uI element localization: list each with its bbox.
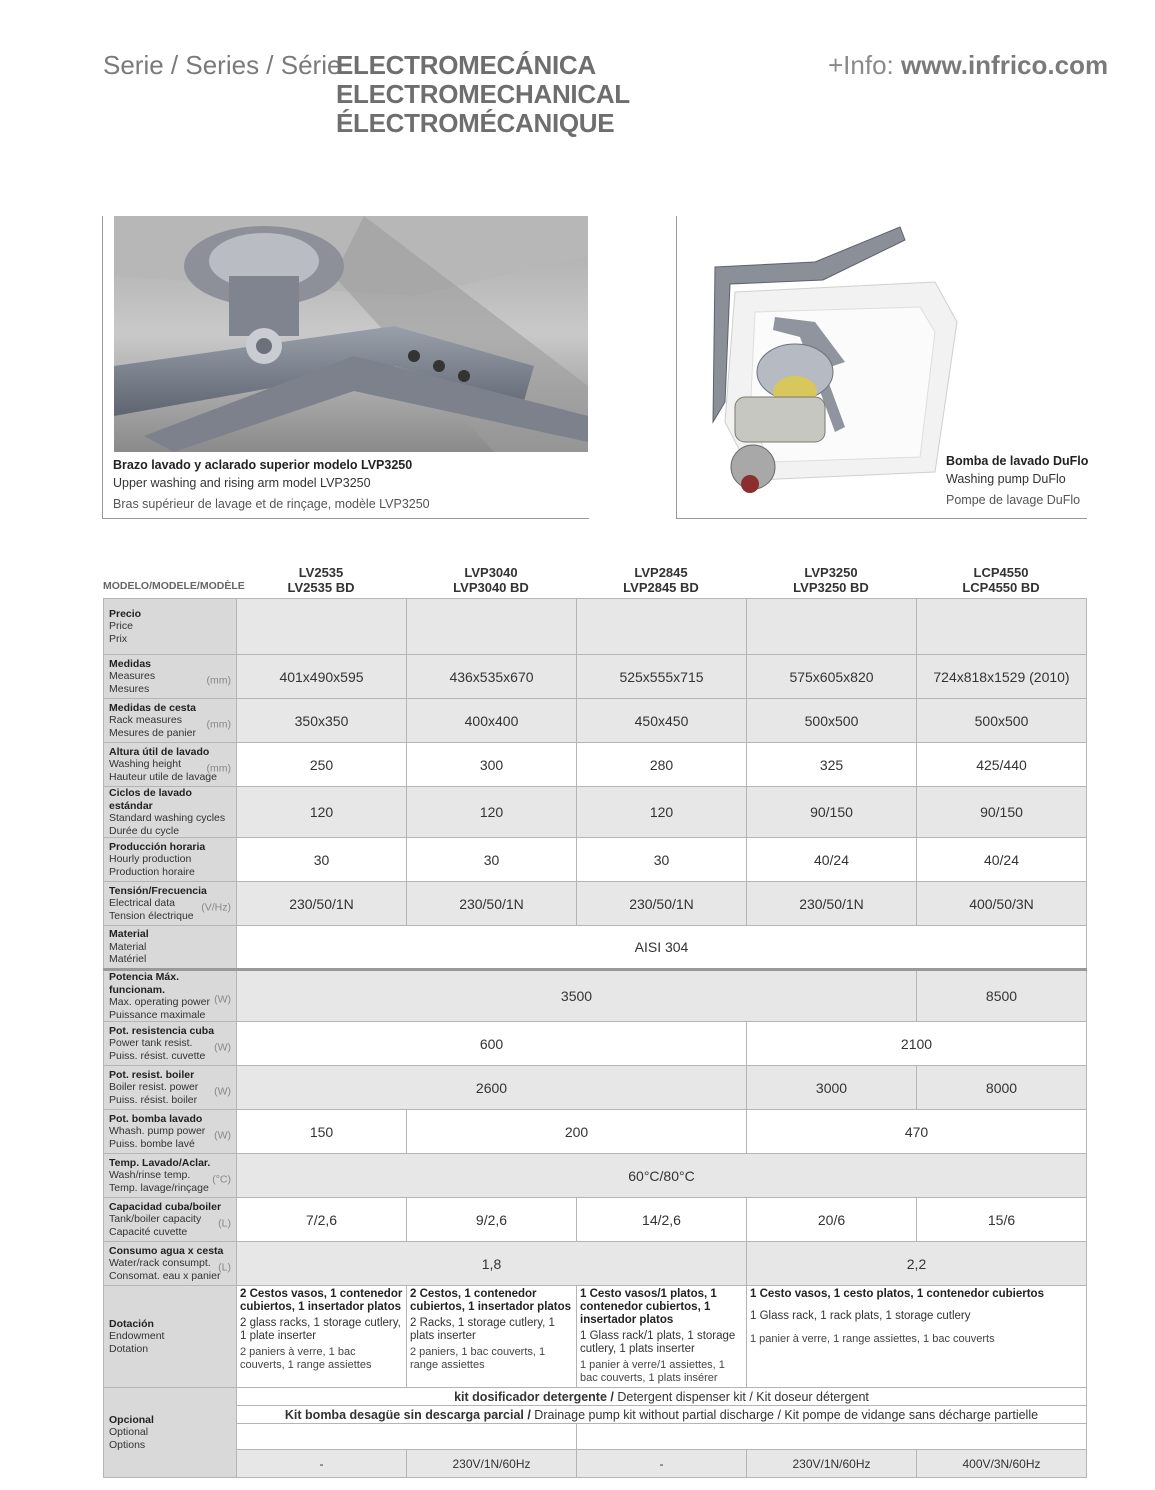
cell-value: 150	[237, 1110, 407, 1154]
row-optional-kit-2	[104, 1406, 1087, 1424]
row-label: Potencia Máx. funcionam. Max. operating power Puissance maximale (W)	[104, 970, 237, 1022]
cell-value: 30	[237, 838, 407, 882]
cell-value: 400/50/3N	[917, 882, 1087, 926]
washing-pump-illustration	[695, 222, 965, 500]
row-endowment	[104, 1286, 1087, 1388]
row-price	[104, 599, 1087, 655]
row-label: Pot. bomba lavado Whash. pump power Puiss. bombe lavé (W)	[104, 1110, 237, 1154]
cell-value: -	[577, 1450, 747, 1478]
cell-value: 470	[747, 1110, 1087, 1154]
cell-value: 200	[407, 1110, 747, 1154]
cell-value: 120	[407, 787, 577, 838]
cell-value: 500x500	[917, 699, 1087, 743]
endowment-cell: 1 Cesto vasos, 1 cesto platos, 1 contenedor cubiertos 1 Glass rack, 1 rack plats, 1 storage cutlery 1 panier à verre, 1 range assiettes, 1 bac couverts	[747, 1286, 1087, 1388]
cell-value: 14/2,6	[577, 1198, 747, 1242]
cell-value: 230V/1N/60Hz	[747, 1450, 917, 1478]
row-label: Tensión/Frecuencia Electrical data Tension électrique (V/Hz)	[104, 882, 237, 926]
cell-value: -	[237, 1450, 407, 1478]
cell-value: AISI 304	[237, 926, 1087, 970]
cell-value: 350x350	[237, 699, 407, 743]
row-material	[104, 926, 1087, 970]
figure-caption-right: Bomba de lavado DuFlo Washing pump DuFlo Pompe de lavage DuFlo	[946, 454, 1089, 507]
cell-value: 436x535x670	[407, 655, 577, 699]
model-header: LV2535 LV2535 BD	[287, 565, 355, 595]
cell-value: 230/50/1N	[237, 882, 407, 926]
cell-value: 3000	[747, 1066, 917, 1110]
cell-value: 300	[407, 743, 577, 787]
row-wash-rinse-temp	[104, 1154, 1087, 1198]
series-name-fr: ÉLECTROMÉCANIQUE	[336, 108, 615, 138]
website-url: www.infrico.com	[901, 50, 1109, 80]
cell-value: 2100	[747, 1022, 1087, 1066]
row-label: Pot. resistencia cuba Power tank resist. Puiss. résist. cuvette (W)	[104, 1022, 237, 1066]
cell-value: 20/6	[747, 1198, 917, 1242]
cell-value: 9/2,6	[407, 1198, 577, 1242]
model-header: LVP3250 LVP3250 BD	[793, 565, 869, 595]
model-header: LCP4550 LCP4550 BD	[962, 565, 1040, 595]
model-column-label: MODELO/MODELE/MODÈLE	[103, 580, 245, 592]
optional-drainage-pump-kit: Kit bomba desagüe sin descarga parcial / Drainage pump kit without partial discharge / Kit pompe de vidange sans décharge partielle	[237, 1406, 1087, 1424]
cell-value: 60°C/80°C	[237, 1154, 1087, 1198]
row-washing-height	[104, 743, 1087, 787]
washing-arm-photo	[114, 216, 588, 452]
model-header: LVP3040 LVP3040 BD	[453, 565, 529, 595]
endowment-cell: 1 Cesto vasos/1 platos, 1 contenedor cubiertos, 1 insertador platos 1 Glass rack/1 plats, 1 storage cutlery, 1 plats inserter 1 panier à verre/1 assiettes, 1 bac couverts, 1 plats insérer	[577, 1286, 747, 1388]
row-label: Capacidad cuba/boiler Tank/boiler capacity Capacité cuvette (L)	[104, 1198, 237, 1242]
row-label: Material Material Matériel	[104, 926, 237, 970]
row-label: Consumo agua x cesta Water/rack consumpt. Consomat. eau x panier (L)	[104, 1242, 237, 1286]
cell-value: 40/24	[747, 838, 917, 882]
cell-value: 400x400	[407, 699, 577, 743]
cell-value: 8500	[917, 970, 1087, 1022]
cell-value: 401x490x595	[237, 655, 407, 699]
cell-value: 120	[237, 787, 407, 838]
cell-value: 250	[237, 743, 407, 787]
cell-value: 40/24	[917, 838, 1087, 882]
row-label: Dotación Endowment Dotation	[104, 1286, 237, 1388]
cell-value: 2600	[237, 1066, 747, 1110]
series-name-en: ELECTROMECHANICAL	[336, 79, 630, 109]
cell-value: 15/6	[917, 1198, 1087, 1242]
row-label: Ciclos de lavado estándar Standard washing cycles Durée du cycle	[104, 787, 237, 838]
row-optional-kit-1	[104, 1388, 1087, 1406]
cell-value: 30	[577, 838, 747, 882]
row-rack-measures	[104, 699, 1087, 743]
endowment-cell: 2 Cestos vasos, 1 contenedor cubiertos, 1 insertador platos 2 glass racks, 1 storage cutlery, 1 plate inserter 2 paniers à verre, 1 bac couverts, 1 range assiettes	[237, 1286, 407, 1388]
cell-value: 8000	[917, 1066, 1087, 1110]
row-label: Precio Price Prix	[104, 599, 237, 655]
cell-value: 90/150	[917, 787, 1087, 838]
row-boiler-resistance	[104, 1066, 1087, 1110]
cell-value: 724x818x1529 (2010)	[917, 655, 1087, 699]
row-water-consumption	[104, 1242, 1087, 1286]
row-electrical-data	[104, 882, 1087, 926]
cell-value: 325	[747, 743, 917, 787]
row-tank-capacity	[104, 1198, 1087, 1242]
cell-value: 7/2,6	[237, 1198, 407, 1242]
optional-detergent-kit: kit dosificador detergente / Detergent dispenser kit / Kit doseur détergent	[237, 1388, 1087, 1406]
row-washing-cycles	[104, 787, 1087, 838]
row-label: Medidas de cesta Rack measures Mesures de panier (mm)	[104, 699, 237, 743]
cell-value: 425/440	[917, 743, 1087, 787]
row-measures	[104, 655, 1087, 699]
cell-value: 575x605x820	[747, 655, 917, 699]
cell-value: 600	[237, 1022, 747, 1066]
cell-value: 230V/1N/60Hz	[407, 1450, 577, 1478]
row-label: Opcional Optional Options	[104, 1388, 237, 1478]
cell-value: 120	[577, 787, 747, 838]
series-prefix: Serie / Series / Série	[103, 50, 342, 80]
cell-value: 1,8	[237, 1242, 747, 1286]
row-optional-blank	[104, 1424, 1087, 1450]
figure-caption-left: Brazo lavado y aclarado superior modelo LVP3250 Upper washing and rising arm model LVP3250 Bras supérieur de lavage et de rinçage, modèle LVP3250	[113, 458, 430, 511]
row-optional-frequency	[104, 1450, 1087, 1478]
row-tank-resistance	[104, 1022, 1087, 1066]
specifications-table	[103, 598, 1087, 1478]
endowment-cell: 2 Cestos, 1 contenedor cubiertos, 1 insertador platos 2 Racks, 1 storage cutlery, 1 plats inserter 2 paniers, 1 bac couverts, 1 range assiettes	[407, 1286, 577, 1388]
cell-value: 30	[407, 838, 577, 882]
row-label: Medidas Measures Mesures (mm)	[104, 655, 237, 699]
cell-value: 280	[577, 743, 747, 787]
cell-value: 230/50/1N	[407, 882, 577, 926]
cell-value: 3500	[237, 970, 917, 1022]
row-label: Altura útil de lavado Washing height Hauteur utile de lavage (mm)	[104, 743, 237, 787]
cell-value: 2,2	[747, 1242, 1087, 1286]
row-pump-power	[104, 1110, 1087, 1154]
row-label: Producción horaria Hourly production Production horaire	[104, 838, 237, 882]
cell-value: 500x500	[747, 699, 917, 743]
info-link[interactable]: +Info: www.infrico.com	[828, 50, 1109, 80]
row-hourly-production	[104, 838, 1087, 882]
cell-value: 230/50/1N	[577, 882, 747, 926]
cell-value: 525x555x715	[577, 655, 747, 699]
cell-value: 230/50/1N	[747, 882, 917, 926]
cell-value: 90/150	[747, 787, 917, 838]
row-label: Pot. resist. boiler Boiler resist. power Puiss. résist. boiler (W)	[104, 1066, 237, 1110]
cell-value: 450x450	[577, 699, 747, 743]
row-label: Temp. Lavado/Aclar. Wash/rinse temp. Temp. lavage/rinçage (°C)	[104, 1154, 237, 1198]
cell-value: 400V/3N/60Hz	[917, 1450, 1087, 1478]
series-name-es: ELECTROMECÁNICA	[336, 50, 596, 80]
row-max-power	[104, 970, 1087, 1022]
model-header: LVP2845 LVP2845 BD	[623, 565, 699, 595]
